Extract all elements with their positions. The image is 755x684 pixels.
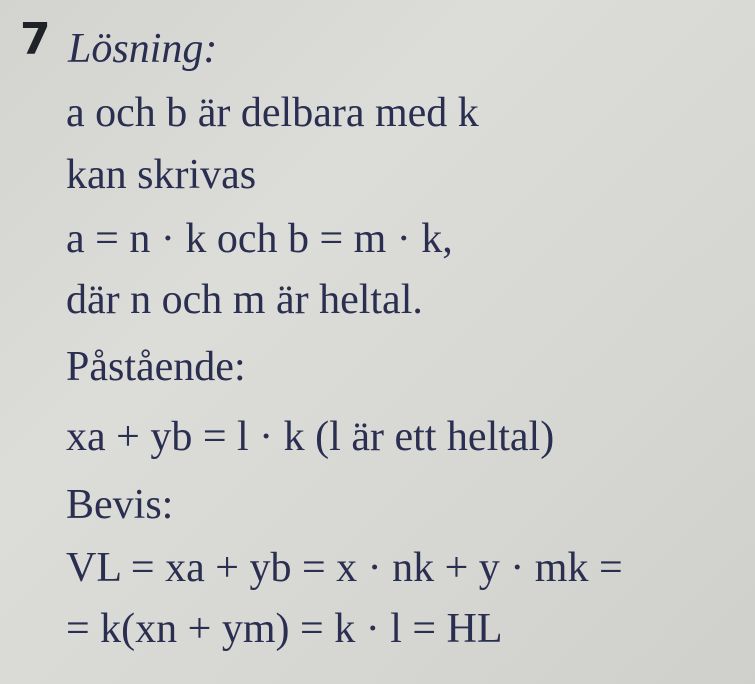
text-line-1: a och b är delbara med k — [66, 90, 479, 136]
problem-number: 7 — [20, 14, 51, 65]
text-line-2: kan skrivas — [66, 152, 257, 198]
text-line-4: där n och m är heltal. — [66, 277, 423, 323]
proof-equation-2: = k(xn + ym) = k · l = HL — [66, 606, 503, 652]
equation-line-3: a = n · k och b = m · k, — [66, 216, 453, 262]
solution-heading: Lösning: — [68, 26, 218, 72]
proof-heading: Bevis: — [66, 482, 174, 528]
proof-equation-1: VL = xa + yb = x · nk + y · mk = — [66, 545, 623, 591]
claim-heading: Påstående: — [66, 344, 246, 390]
claim-equation: xa + yb = l · k (l är ett heltal) — [66, 414, 555, 460]
